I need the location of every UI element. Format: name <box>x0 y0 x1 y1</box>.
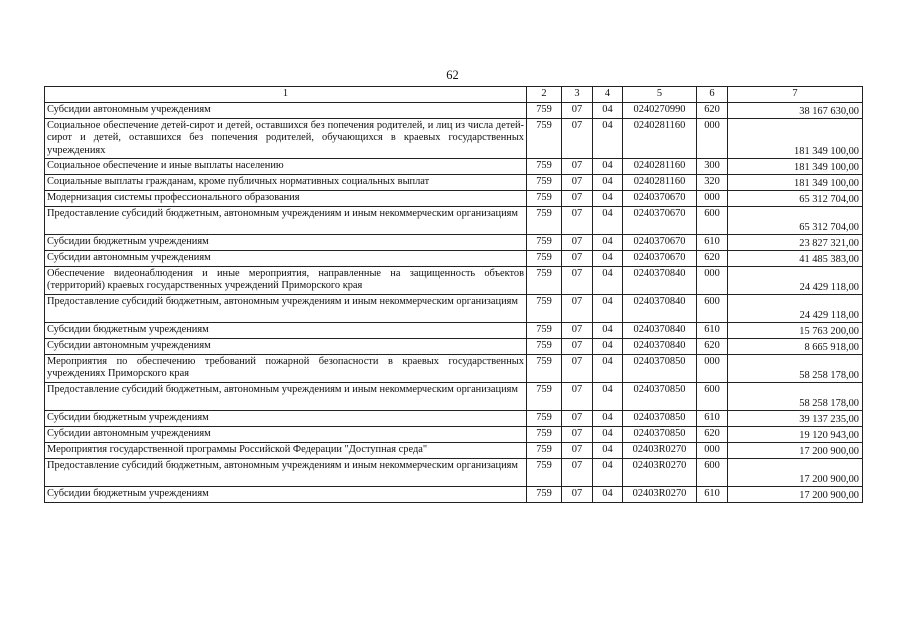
row-name-cell: Предоставление субсидий бюджетным, автономным учреждениям и иным некоммерческим организациям <box>45 207 527 235</box>
table-row <box>45 355 863 383</box>
subsection-code-cell: 04 <box>593 443 623 459</box>
expense-type-cell: 620 <box>697 103 728 119</box>
expense-type-cell: 620 <box>697 339 728 355</box>
page-number: 62 <box>446 68 459 82</box>
ministry-code-cell: 759 <box>527 119 562 159</box>
target-item-cell: 0240370840 <box>623 339 697 355</box>
ministry-code-cell: 759 <box>527 427 562 443</box>
ministry-code-cell: 759 <box>527 459 562 487</box>
row-name-cell: Субсидии автономным учреждениям <box>45 251 527 267</box>
expense-type-cell: 620 <box>697 251 728 267</box>
amount-cell: 24 429 118,00 <box>728 267 863 295</box>
row-name-cell: Модернизация системы профессионального образования <box>45 191 527 207</box>
amount-cell: 65 312 704,00 <box>728 191 863 207</box>
amount-cell: 181 349 100,00 <box>728 119 863 159</box>
amount-cell: 15 763 200,00 <box>728 323 863 339</box>
section-code-cell: 07 <box>562 235 593 251</box>
column-header-7: 7 <box>728 87 863 103</box>
subsection-code-cell: 04 <box>593 103 623 119</box>
row-name-cell: Субсидии автономным учреждениям <box>45 427 527 443</box>
column-numbers-row <box>45 87 863 103</box>
section-code-cell: 07 <box>562 251 593 267</box>
section-code-cell: 07 <box>562 191 593 207</box>
subsection-code-cell: 04 <box>593 355 623 383</box>
table-row <box>45 267 863 295</box>
row-name-cell: Субсидии бюджетным учреждениям <box>45 323 527 339</box>
section-code-cell: 07 <box>562 119 593 159</box>
target-item-cell: 0240370850 <box>623 383 697 411</box>
table-row <box>45 487 863 503</box>
subsection-code-cell: 04 <box>593 159 623 175</box>
ministry-code-cell: 759 <box>527 323 562 339</box>
row-name-cell: Социальное обеспечение детей-сирот и детей, оставшихся без попечения родителей, и лиц из числа детей-сирот и детей, оставшихся без попечения родителей, обучающихся в краевых государственных учреждениях <box>45 119 527 159</box>
row-name-cell: Субсидии бюджетным учреждениям <box>45 235 527 251</box>
target-item-cell: 0240370840 <box>623 295 697 323</box>
expense-type-cell: 610 <box>697 411 728 427</box>
subsection-code-cell: 04 <box>593 383 623 411</box>
column-header-4: 4 <box>593 87 623 103</box>
row-name-cell: Мероприятия по обеспечению требований пожарной безопасности в краевых государственных учреждениях Приморского края <box>45 355 527 383</box>
subsection-code-cell: 04 <box>593 207 623 235</box>
row-name-cell: Субсидии автономным учреждениям <box>45 103 527 119</box>
section-code-cell: 07 <box>562 323 593 339</box>
ministry-code-cell: 759 <box>527 487 562 503</box>
target-item-cell: 0240370850 <box>623 411 697 427</box>
column-header-1: 1 <box>45 87 527 103</box>
section-code-cell: 07 <box>562 459 593 487</box>
ministry-code-cell: 759 <box>527 267 562 295</box>
ministry-code-cell: 759 <box>527 251 562 267</box>
budget-table <box>44 86 863 503</box>
amount-cell: 23 827 321,00 <box>728 235 863 251</box>
ministry-code-cell: 759 <box>527 235 562 251</box>
table-row <box>45 119 863 159</box>
section-code-cell: 07 <box>562 487 593 503</box>
expense-type-cell: 610 <box>697 323 728 339</box>
ministry-code-cell: 759 <box>527 175 562 191</box>
target-item-cell: 0240370840 <box>623 267 697 295</box>
table-row <box>45 443 863 459</box>
target-item-cell: 0240370670 <box>623 251 697 267</box>
expense-type-cell: 600 <box>697 207 728 235</box>
column-header-2: 2 <box>527 87 562 103</box>
amount-cell: 58 258 178,00 <box>728 355 863 383</box>
section-code-cell: 07 <box>562 267 593 295</box>
table-row <box>45 459 863 487</box>
target-item-cell: 02403R0270 <box>623 459 697 487</box>
table-row <box>45 251 863 267</box>
subsection-code-cell: 04 <box>593 427 623 443</box>
target-item-cell: 0240370850 <box>623 355 697 383</box>
row-name-cell: Обеспечение видеонаблюдения и иные мероприятия, направленные на защищенность объектов (территорий) краевых государственных учреждений Приморского края <box>45 267 527 295</box>
table-row <box>45 383 863 411</box>
target-item-cell: 0240281160 <box>623 175 697 191</box>
amount-cell: 41 485 383,00 <box>728 251 863 267</box>
ministry-code-cell: 759 <box>527 207 562 235</box>
section-code-cell: 07 <box>562 411 593 427</box>
row-name-cell: Социальные выплаты гражданам, кроме публичных нормативных социальных выплат <box>45 175 527 191</box>
ministry-code-cell: 759 <box>527 191 562 207</box>
amount-cell: 19 120 943,00 <box>728 427 863 443</box>
subsection-code-cell: 04 <box>593 339 623 355</box>
target-item-cell: 0240281160 <box>623 159 697 175</box>
expense-type-cell: 620 <box>697 427 728 443</box>
expense-type-cell: 000 <box>697 267 728 295</box>
subsection-code-cell: 04 <box>593 411 623 427</box>
expense-type-cell: 300 <box>697 159 728 175</box>
expense-type-cell: 600 <box>697 459 728 487</box>
target-item-cell: 0240370670 <box>623 207 697 235</box>
expense-type-cell: 320 <box>697 175 728 191</box>
target-item-cell: 02403R0270 <box>623 487 697 503</box>
table-row <box>45 339 863 355</box>
amount-cell: 39 137 235,00 <box>728 411 863 427</box>
section-code-cell: 07 <box>562 443 593 459</box>
ministry-code-cell: 759 <box>527 443 562 459</box>
subsection-code-cell: 04 <box>593 487 623 503</box>
table-row <box>45 295 863 323</box>
subsection-code-cell: 04 <box>593 235 623 251</box>
amount-cell: 181 349 100,00 <box>728 175 863 191</box>
row-name-cell: Субсидии автономным учреждениям <box>45 339 527 355</box>
target-item-cell: 0240281160 <box>623 119 697 159</box>
row-name-cell: Социальное обеспечение и иные выплаты населению <box>45 159 527 175</box>
target-item-cell: 0240370840 <box>623 323 697 339</box>
table-row <box>45 159 863 175</box>
expense-type-cell: 600 <box>697 383 728 411</box>
amount-cell: 17 200 900,00 <box>728 443 863 459</box>
subsection-code-cell: 04 <box>593 251 623 267</box>
expense-type-cell: 610 <box>697 235 728 251</box>
section-code-cell: 07 <box>562 175 593 191</box>
section-code-cell: 07 <box>562 355 593 383</box>
subsection-code-cell: 04 <box>593 119 623 159</box>
subsection-code-cell: 04 <box>593 191 623 207</box>
row-name-cell: Предоставление субсидий бюджетным, автономным учреждениям и иным некоммерческим организациям <box>45 295 527 323</box>
row-name-cell: Мероприятия государственной программы Российской Федерации "Доступная среда" <box>45 443 527 459</box>
amount-cell: 8 665 918,00 <box>728 339 863 355</box>
amount-cell: 38 167 630,00 <box>728 103 863 119</box>
row-name-cell: Субсидии бюджетным учреждениям <box>45 487 527 503</box>
table-row <box>45 103 863 119</box>
subsection-code-cell: 04 <box>593 323 623 339</box>
expense-type-cell: 000 <box>697 191 728 207</box>
ministry-code-cell: 759 <box>527 159 562 175</box>
table-row <box>45 323 863 339</box>
expense-type-cell: 000 <box>697 119 728 159</box>
table-row <box>45 207 863 235</box>
row-name-cell: Предоставление субсидий бюджетным, автономным учреждениям и иным некоммерческим организациям <box>45 459 527 487</box>
section-code-cell: 07 <box>562 383 593 411</box>
expense-type-cell: 000 <box>697 355 728 383</box>
table-row <box>45 175 863 191</box>
subsection-code-cell: 04 <box>593 267 623 295</box>
amount-cell: 24 429 118,00 <box>728 295 863 323</box>
amount-cell: 65 312 704,00 <box>728 207 863 235</box>
table-row <box>45 427 863 443</box>
ministry-code-cell: 759 <box>527 355 562 383</box>
amount-cell: 58 258 178,00 <box>728 383 863 411</box>
section-code-cell: 07 <box>562 339 593 355</box>
table-body <box>45 87 863 503</box>
target-item-cell: 0240370670 <box>623 191 697 207</box>
column-header-6: 6 <box>697 87 728 103</box>
subsection-code-cell: 04 <box>593 459 623 487</box>
target-item-cell: 02403R0270 <box>623 443 697 459</box>
column-header-3: 3 <box>562 87 593 103</box>
ministry-code-cell: 759 <box>527 103 562 119</box>
target-item-cell: 0240270990 <box>623 103 697 119</box>
ministry-code-cell: 759 <box>527 383 562 411</box>
section-code-cell: 07 <box>562 427 593 443</box>
table-row <box>45 411 863 427</box>
ministry-code-cell: 759 <box>527 411 562 427</box>
section-code-cell: 07 <box>562 103 593 119</box>
ministry-code-cell: 759 <box>527 339 562 355</box>
subsection-code-cell: 04 <box>593 295 623 323</box>
ministry-code-cell: 759 <box>527 295 562 323</box>
amount-cell: 17 200 900,00 <box>728 487 863 503</box>
amount-cell: 181 349 100,00 <box>728 159 863 175</box>
amount-cell: 17 200 900,00 <box>728 459 863 487</box>
expense-type-cell: 600 <box>697 295 728 323</box>
target-item-cell: 0240370850 <box>623 427 697 443</box>
expense-type-cell: 000 <box>697 443 728 459</box>
section-code-cell: 07 <box>562 207 593 235</box>
target-item-cell: 0240370670 <box>623 235 697 251</box>
table-row <box>45 191 863 207</box>
table-row <box>45 235 863 251</box>
section-code-cell: 07 <box>562 159 593 175</box>
subsection-code-cell: 04 <box>593 175 623 191</box>
expense-type-cell: 610 <box>697 487 728 503</box>
column-header-5: 5 <box>623 87 697 103</box>
row-name-cell: Предоставление субсидий бюджетным, автономным учреждениям и иным некоммерческим организациям <box>45 383 527 411</box>
row-name-cell: Субсидии бюджетным учреждениям <box>45 411 527 427</box>
section-code-cell: 07 <box>562 295 593 323</box>
